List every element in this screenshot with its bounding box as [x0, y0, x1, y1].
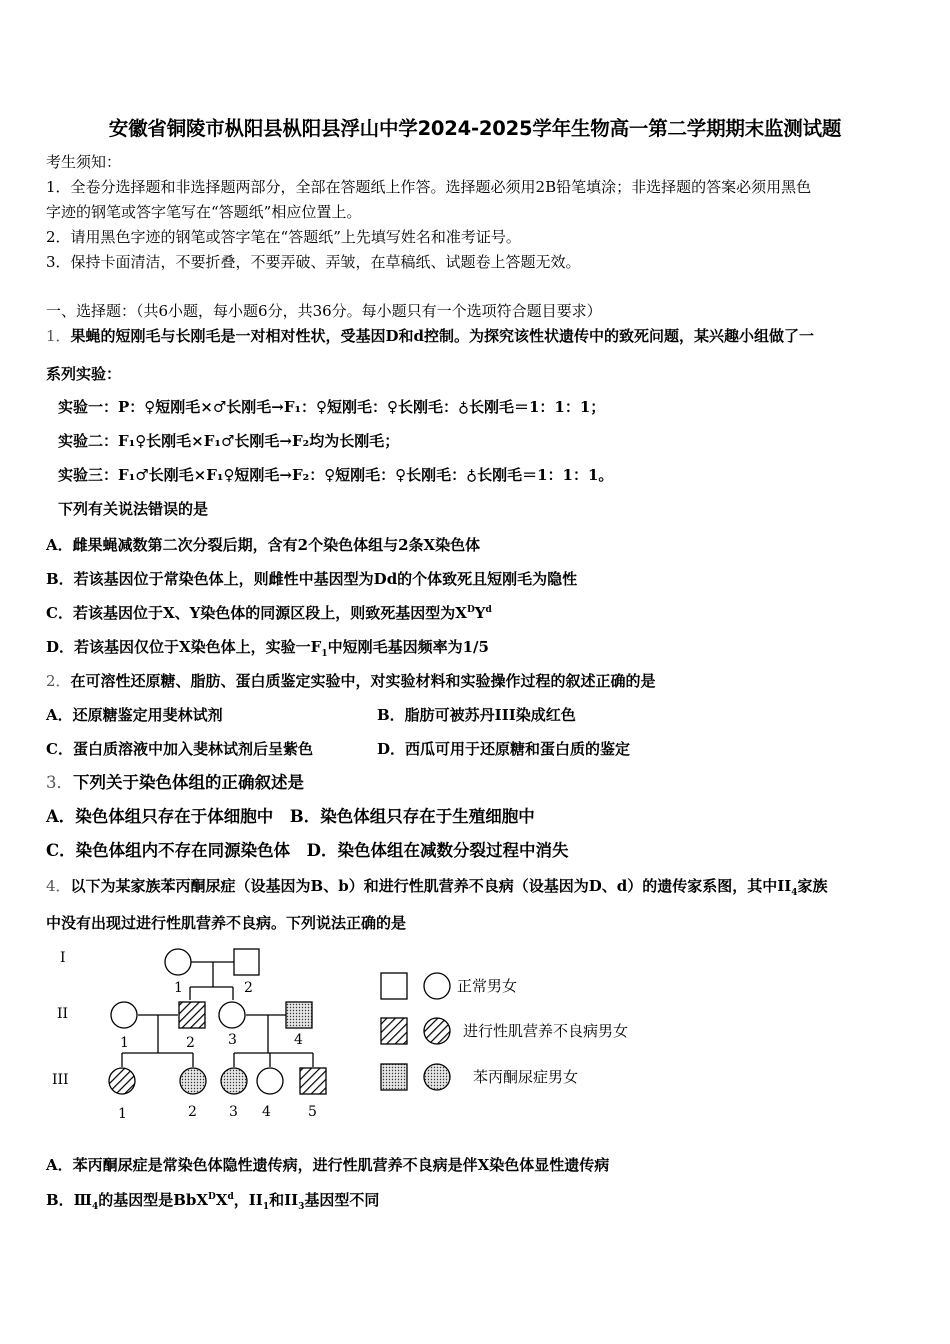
individual-number: 1 — [120, 1035, 129, 1051]
notice-item: 2．请用黑色字迹的钢笔或答字笔在“答题纸”上先填写姓名和准考证号。 — [46, 228, 521, 246]
individual-number: 4 — [262, 1104, 271, 1120]
experiment-3: 实验三：F₁♂长刚毛×F₁♀短刚毛→F₂：♀短刚毛：♀长刚毛：♁长刚毛＝1：1：1。 — [58, 466, 614, 484]
notice-heading: 考生须知： — [46, 153, 122, 171]
experiment-2: 实验二：F₁♀长刚毛×F₁♂长刚毛→F₂均为长刚毛； — [58, 432, 400, 450]
individual-number: 4 — [294, 1032, 303, 1048]
option-b[interactable]: B．若该基因位于常染色体上，则雌性中基因型为Dd的个体致死且短刚毛为隐性 — [46, 570, 578, 588]
option-b-text: ，II — [233, 1191, 263, 1209]
option-b-text: X — [215, 1191, 228, 1209]
question-2-stem — [46, 671, 656, 691]
option-a[interactable]: A．还原糖鉴定用斐林试剂 — [46, 706, 223, 724]
option-b-text: B．Ⅲ — [46, 1191, 92, 1209]
option-b-text: 的基因型是BbX — [98, 1191, 209, 1209]
legend-normal-female-icon — [424, 973, 450, 999]
pedigree-chart — [40, 940, 680, 1125]
section-heading: 一、选择题：（共6小题，每小题6分，共36分。每小题只有一个选项符合题目要求） — [46, 302, 602, 320]
gen2-female-3 — [219, 1002, 245, 1028]
superscript: D — [466, 605, 475, 615]
question-text: 以下为某家族苯丙酮尿症（设基因为B、b）和进行性肌营养不良病（设基因为D、d）的遗传家系图，其中II — [70, 877, 792, 895]
legend-pku-female-icon — [424, 1064, 450, 1090]
option-d[interactable]: D．西瓜可用于还原糖和蛋白质的鉴定 — [377, 740, 631, 758]
question-3-stem — [46, 773, 304, 793]
option-b[interactable] — [46, 1190, 379, 1210]
option-c-text: Y — [474, 604, 486, 622]
option-b-text: 基因型不同 — [304, 1191, 380, 1209]
option-d[interactable] — [46, 637, 489, 657]
individual-number: 1 — [174, 980, 183, 996]
question-text: 在可溶性还原糖、脂肪、蛋白质鉴定实验中，对实验材料和实验操作过程的叙述正确的是 — [70, 672, 656, 690]
superscript: D — [208, 1192, 216, 1202]
legend-dmd-female-icon — [424, 1018, 450, 1044]
question-text: 下列关于染色体组的正确叙述是 — [73, 773, 304, 792]
question-number: 1． — [46, 327, 71, 345]
superscript: d — [227, 1192, 234, 1202]
option-c[interactable]: C．蛋白质溶液中加入斐林试剂后呈紫色 — [46, 740, 313, 758]
individual-number: 3 — [228, 1032, 237, 1048]
question-1-ask: 下列有关说法错误的是 — [58, 500, 209, 518]
individual-number: 3 — [229, 1104, 238, 1120]
question-text: 家族 — [797, 877, 828, 895]
subscript: 4 — [791, 888, 798, 898]
gen-label: II — [57, 1006, 69, 1022]
individual-number: 1 — [118, 1106, 127, 1122]
question-4-stem-cont: 中没有出现过进行性肌营养不良病。下列说法正确的是 — [46, 914, 407, 932]
notice-item: 3．保持卡面清洁，不要折叠，不要弄破、弄皱，在草稿纸、试题卷上答题无效。 — [46, 253, 581, 271]
gen2-male-2-affected — [179, 1002, 205, 1028]
question-1-stem-cont: 系列实验： — [46, 365, 122, 383]
gen2-male-4-pku — [286, 1002, 312, 1028]
legend-label: 正常男女 — [457, 977, 518, 995]
gen2-female-1 — [111, 1002, 137, 1028]
question-1-stem — [46, 326, 814, 346]
option-a[interactable]: A．雌果蝇减数第二次分裂后期，含有2个染色体组与2条X染色体 — [46, 536, 481, 554]
gen1-female-1 — [165, 949, 191, 975]
legend-label: 进行性肌营养不良病男女 — [463, 1022, 629, 1040]
question-text: 果蝇的短刚毛与长刚毛是一对相对性状，受基因D和d控制。为探究该性状遗传中的致死问题，某兴趣小组做了一 — [70, 327, 815, 345]
option-b-text: 和II — [269, 1191, 299, 1209]
gen3-female-2-pku — [180, 1068, 206, 1094]
legend-label: 苯丙酮尿症男女 — [473, 1068, 579, 1086]
individual-number: 2 — [186, 1035, 195, 1051]
subscript: 3 — [298, 1202, 305, 1212]
subscript: 1 — [321, 649, 328, 659]
gen-label: III — [52, 1072, 69, 1088]
question-4-stem — [46, 876, 828, 896]
option-d-text: D．若该基因仅位于X染色体上，实验一F — [46, 638, 322, 656]
notice-item: 1．全卷分选择题和非选择题两部分，全部在答题纸上作答。选择题必须用2B铅笔填涂；非选择题的答案必须用黑色 — [46, 178, 812, 196]
option-cd[interactable]: C．染色体组内不存在同源染色体 D．染色体组在减数分裂过程中消失 — [46, 841, 569, 860]
page-title: 安徽省铜陵市枞阳县枞阳县浮山中学2024-2025学年生物高一第二学期期末监测试题 — [108, 117, 842, 140]
option-b[interactable]: B．脂肪可被苏丹III染成红色 — [377, 706, 576, 724]
legend-dmd-male-icon — [381, 1018, 407, 1044]
subscript: 1 — [262, 1202, 270, 1212]
superscript: d — [485, 605, 492, 615]
legend-normal-male-icon — [381, 973, 407, 999]
subscript: 4 — [91, 1202, 99, 1212]
gen-label: I — [60, 950, 66, 966]
gen3-male-5-affected — [300, 1068, 326, 1094]
gen3-female-4 — [257, 1068, 283, 1094]
option-c-text: C．若该基因位于X、Y染色体的同源区段上，则致死基因型为X — [46, 604, 467, 622]
experiment-1: 实验一：P：♀短刚毛×♂长刚毛→F₁：♀短刚毛：♀长刚毛：♁长刚毛＝1：1：1； — [58, 398, 606, 416]
question-number: 2． — [46, 672, 71, 690]
option-a[interactable]: A．苯丙酮尿症是常染色体隐性遗传病，进行性肌营养不良病是伴X染色体显性遗传病 — [46, 1156, 610, 1174]
option-ab[interactable]: A．染色体组只存在于体细胞中 B．染色体组只存在于生殖细胞中 — [46, 807, 535, 826]
gen1-male-2 — [234, 949, 259, 975]
option-c[interactable] — [46, 603, 492, 623]
option-d-text: 中短刚毛基因频率为1/5 — [327, 638, 489, 656]
gen3-female-3-pku — [221, 1068, 247, 1094]
individual-number: 5 — [308, 1104, 317, 1120]
question-number: 3． — [46, 773, 73, 792]
individual-number: 2 — [188, 1104, 197, 1120]
individual-number: 2 — [244, 980, 253, 996]
question-number: 4． — [46, 877, 71, 895]
legend-pku-male-icon — [381, 1064, 407, 1090]
gen3-1-affected — [109, 1068, 135, 1094]
notice-item: 字迹的钢笔或答字笔写在“答题纸”相应位置上。 — [46, 203, 362, 221]
